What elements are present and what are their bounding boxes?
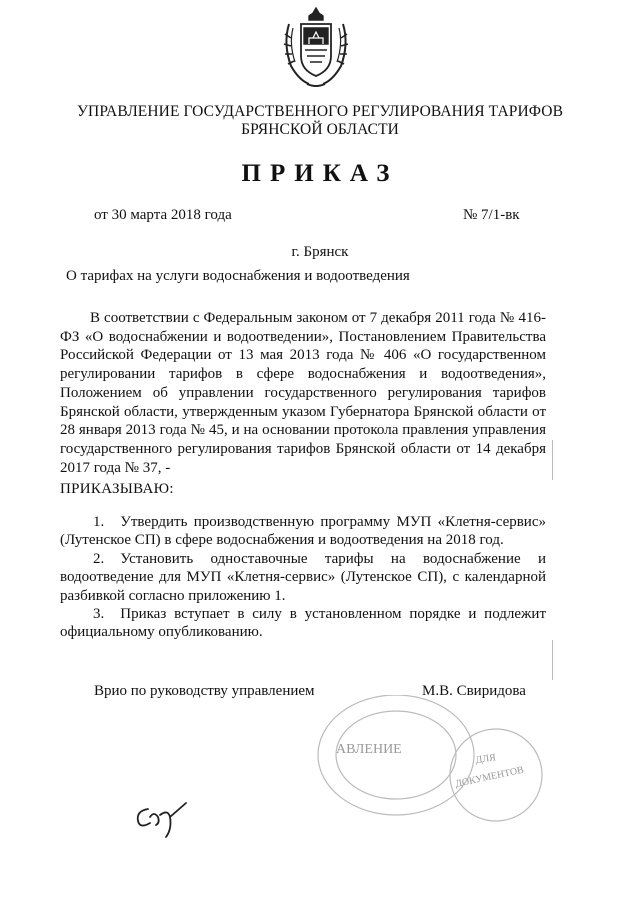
preamble-paragraph: В соответствии с Федеральным законом от 7 декабря 2011 года № 416-ФЗ «О водоснабжении и водоотведении», Постановлением Правительства Российской Федерации от 13 мая 2013 года № 406 «О государственном регулировании тарифов в сфере водоснабжения и водоотведения», Положением об управлении государственного регулирования тарифов Брянской области, утвержденным указом Губернатора Брянской области от 28 января 2013 года № 45, и на основании протокола правления управления государственного регулирования тарифов Брянской области от 14 декабря 2017 года № 37, -	[60, 310, 546, 476]
order-number: № 7/1-вк	[463, 207, 520, 223]
order-items	[60, 513, 546, 642]
stamp-word-3: ДОКУМЕНТОВ	[454, 764, 525, 790]
stamp-word-1: АВЛЕНИЕ	[336, 742, 402, 757]
handwritten-signature-icon	[130, 795, 200, 840]
department-line-1: УПРАВЛЕНИЕ ГОСУДАРСТВЕННОГО РЕГУЛИРОВАНИЯ ТАРИФОВ	[76, 103, 564, 120]
document-title: ПРИКАЗ	[241, 160, 399, 187]
item-number: 1.	[93, 514, 105, 530]
item-number: 3.	[93, 606, 105, 623]
item-text: Установить одноставочные тарифы на водоснабжение и водоотведение для МУП «Клетня-сервис» (Лутенское СП), с календарной разбивкой согласно приложению 1.	[60, 550, 546, 604]
order-subject: О тарифах на услуги водоснабжения и водоотведения	[66, 268, 410, 284]
signer-name: М.В. Свиридова	[422, 683, 526, 699]
stamp-word-2: ДЛЯ	[474, 752, 497, 766]
stamp-icon	[306, 695, 546, 835]
order-item	[60, 550, 546, 605]
item-number: 2.	[93, 550, 105, 567]
signer-position: Врио по руководству управлением	[94, 683, 315, 699]
scan-edge-line	[552, 640, 553, 680]
coat-of-arms-icon	[279, 4, 353, 90]
item-text: Утвердить производственную программу МУП «Клетня-сервис» (Лутенское СП) в сфере водоснабжения и водоотведения на 2018 год.	[60, 514, 546, 549]
department-line-2: БРЯНСКОЙ ОБЛАСТИ	[241, 121, 399, 138]
order-date: от 30 марта 2018 года	[94, 207, 232, 223]
order-item	[60, 605, 546, 642]
order-item	[60, 513, 546, 550]
city: г. Брянск	[291, 244, 349, 260]
order-word: ПРИКАЗЫВАЮ:	[60, 481, 174, 497]
item-text: Приказ вступает в силу в установленном порядке и подлежит официальному опубликованию.	[60, 606, 546, 641]
scan-edge-line	[552, 440, 553, 480]
department-name	[40, 103, 600, 139]
